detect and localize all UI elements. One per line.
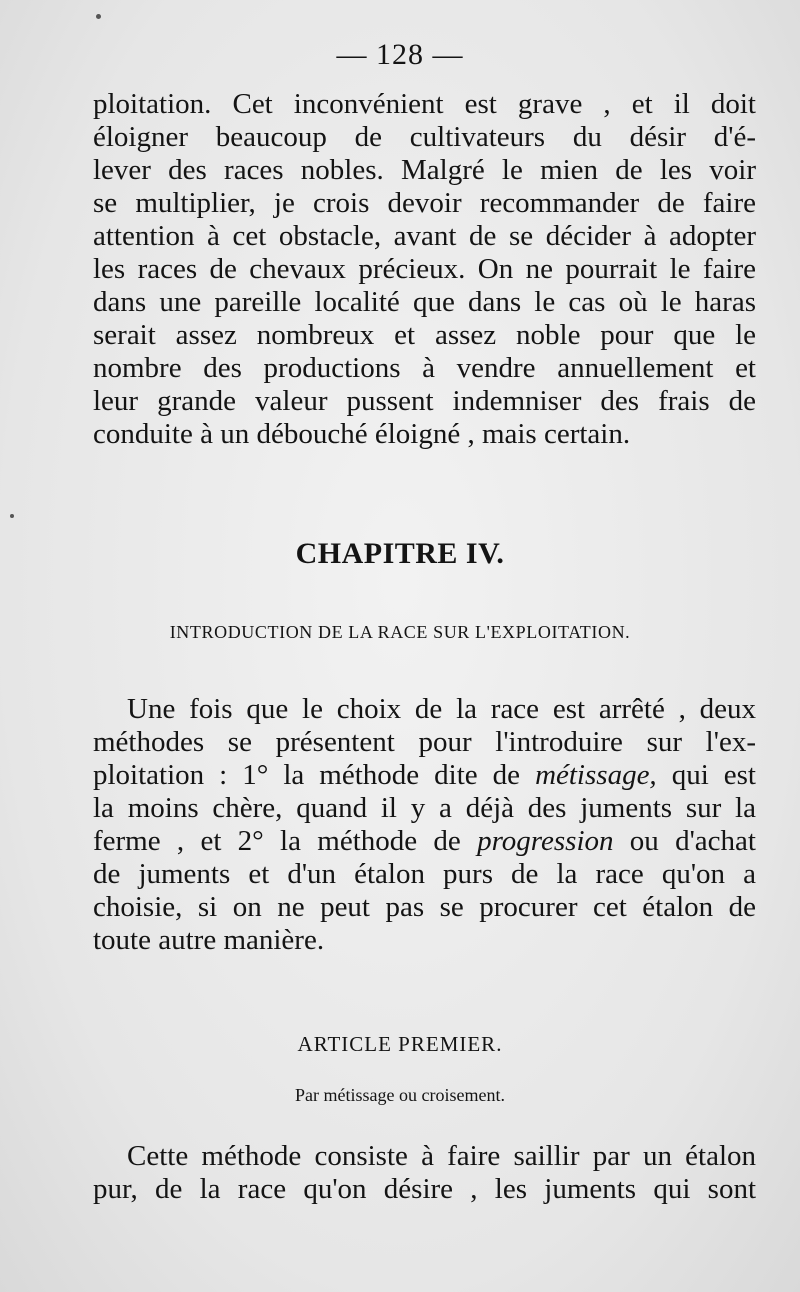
section-title: INTRODUCTION DE LA RACE SUR L'EXPLOITATION. xyxy=(169,622,631,642)
paper-speck xyxy=(96,14,101,19)
text-line: attention à cet obstacle, avant de se décider à adopter xyxy=(93,220,756,252)
page-number: — 128 — xyxy=(336,38,464,71)
text-line: dans une pareille localité que dans le cas où le haras xyxy=(93,286,756,318)
paragraph-3 xyxy=(93,1140,756,1206)
text-line: la moins chère, quand il y a déjà des juments sur la xyxy=(93,792,756,824)
italic-term: métissage, xyxy=(535,759,657,791)
text-line: serait assez nombreux et assez noble pour que le xyxy=(93,319,756,351)
text-fragment: qui est xyxy=(656,759,756,791)
text-line: méthodes se présentent pour l'introduire sur l'ex- xyxy=(93,726,756,758)
text-fragment: ploitation : 1° la méthode dite de xyxy=(93,759,536,791)
article-title: ARTICLE PREMIER. xyxy=(297,1032,503,1056)
text-line: Cette méthode consiste à faire saillir par un étalon xyxy=(127,1140,756,1172)
text-line: de juments et d'un étalon purs de la race qu'on a xyxy=(93,858,756,890)
text-line: se multiplier, je crois devoir recommander de faire xyxy=(93,187,756,219)
chapter-title: CHAPITRE IV. xyxy=(295,537,505,570)
text-line: conduite à un débouché éloigné , mais certain. xyxy=(93,418,631,450)
text-line: choisie, si on ne peut pas se procurer cet étalon de xyxy=(93,891,756,923)
text-fragment: ferme , et 2° la méthode de xyxy=(93,825,478,857)
article-subtitle: Par métissage ou croisement. xyxy=(295,1085,505,1105)
paragraph-2 xyxy=(93,693,756,957)
paper-speck xyxy=(10,514,14,518)
text-line: lever des races nobles. Malgré le mien de les voir xyxy=(93,154,756,186)
text-line: Une fois que le choix de la race est arrêté , deux xyxy=(127,693,756,725)
italic-term: progression xyxy=(477,825,614,857)
text-line: nombre des productions à vendre annuellement et xyxy=(93,352,756,384)
text-line: leur grande valeur pussent indemniser des frais de xyxy=(93,385,756,417)
text-line: éloigner beaucoup de cultivateurs du désir d'é- xyxy=(93,121,756,153)
text-line: pur, de la race qu'on désire , les juments qui sont xyxy=(93,1173,756,1205)
text-line: toute autre manière. xyxy=(93,924,325,956)
text-line xyxy=(93,759,756,792)
paragraph-1 xyxy=(93,88,756,451)
text-line xyxy=(93,825,756,858)
text-line: ploitation. Cet inconvénient est grave , et il doit xyxy=(93,88,756,120)
text-fragment: ou d'achat xyxy=(613,825,756,857)
text-line: les races de chevaux précieux. On ne pourrait le faire xyxy=(93,253,756,285)
